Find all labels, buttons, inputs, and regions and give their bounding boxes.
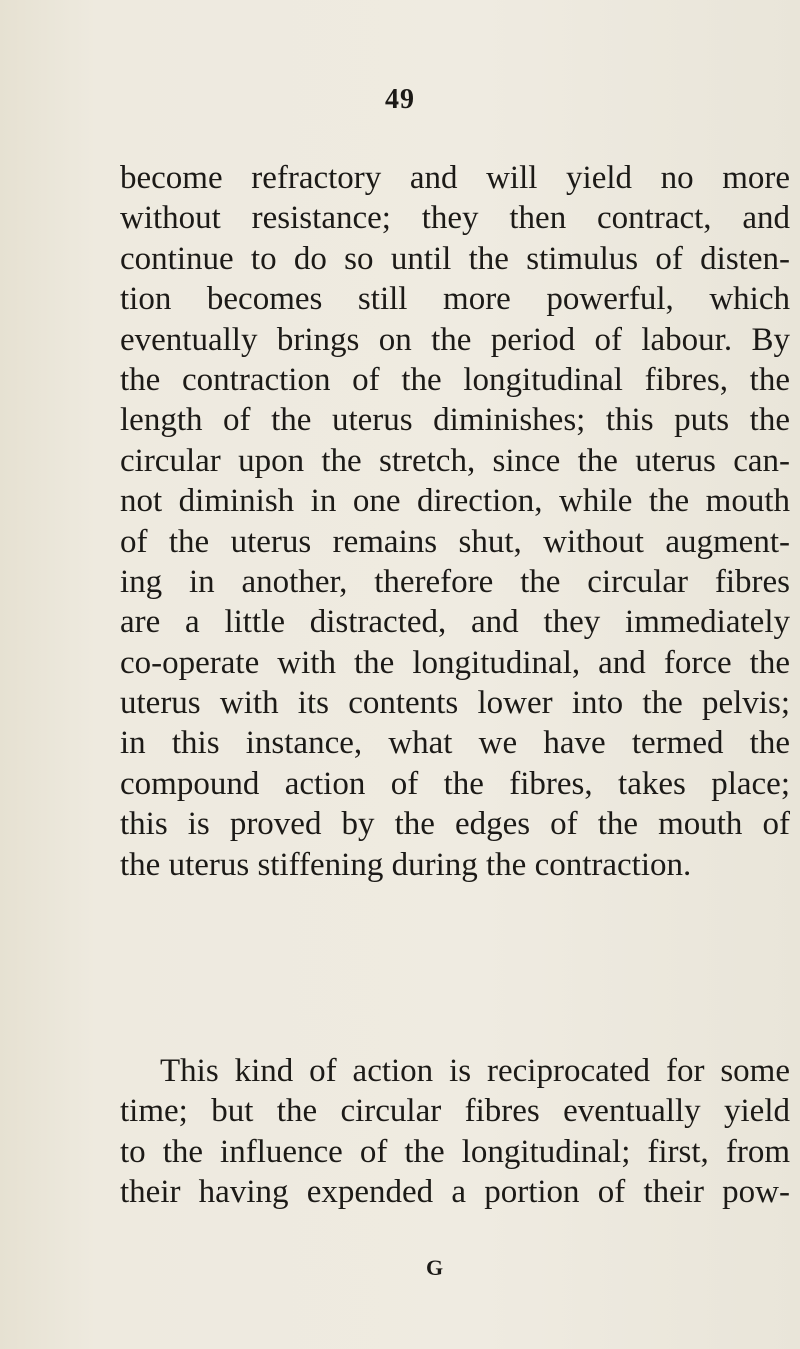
text-line: are a little distracted, and they immediately	[120, 604, 790, 641]
text-line: to the influence of the longitudinal; first, from	[120, 1133, 790, 1170]
text-line: eventually brings on the period of labour. By	[120, 321, 790, 358]
text-line: continue to do so until the stimulus of disten-	[120, 240, 790, 277]
text-line: This kind of action is reciprocated for some	[160, 1053, 790, 1089]
text-line: tion becomes still more powerful, which	[120, 281, 790, 318]
signature-mark: G	[426, 1255, 444, 1280]
text-line: without resistance; they then contract, and	[120, 200, 790, 237]
text-line: their having expended a portion of their pow-	[120, 1174, 790, 1211]
paragraph-2	[120, 1051, 790, 1213]
text-line: not diminish in one direction, while the mouth	[120, 483, 790, 520]
text-line: the uterus stiffening during the contraction.	[120, 846, 692, 883]
page-number: 49	[385, 84, 415, 115]
text-line: circular upon the stretch, since the uterus can-	[120, 442, 790, 479]
text-line: co-operate with the longitudinal, and force the	[120, 644, 790, 681]
text-line: uterus with its contents lower into the pelvis;	[120, 685, 790, 722]
text-line: become refractory and will yield no more	[120, 160, 790, 196]
text-line: time; but the circular fibres eventually yield	[120, 1093, 790, 1130]
text-line: length of the uterus diminishes; this puts the	[120, 402, 790, 439]
text-line: of the uterus remains shut, without augment-	[120, 523, 790, 560]
text-line: ing in another, therefore the circular fibres	[120, 563, 790, 600]
text-line: this is proved by the edges of the mouth of	[120, 806, 790, 843]
text-line: the contraction of the longitudinal fibres, the	[120, 361, 790, 398]
text-line: in this instance, what we have termed the	[120, 725, 790, 762]
paragraph-1	[120, 158, 790, 885]
text-line: compound action of the fibres, takes place;	[120, 765, 790, 802]
